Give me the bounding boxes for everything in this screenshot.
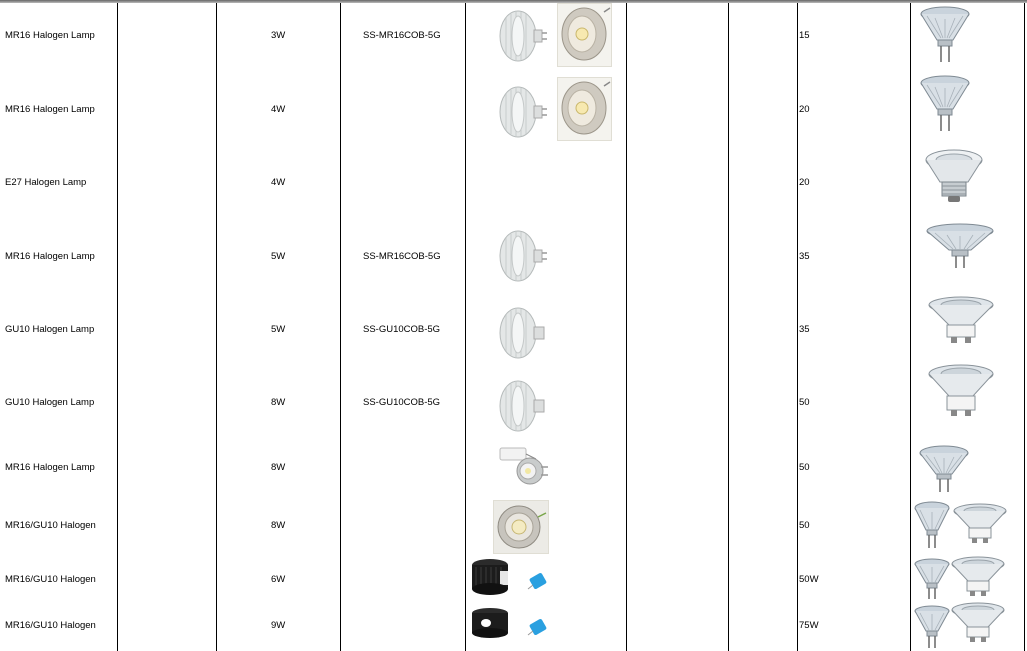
led-downlight-photo-icon [493, 500, 549, 554]
led-module-black-icon [470, 606, 512, 642]
halogen-power-cell: 20 [799, 177, 810, 188]
column-divider [465, 3, 466, 651]
led-power-cell: 8W [271, 397, 286, 408]
halogen-type-cell: MR16 Halogen Lamp [5, 30, 95, 41]
column-divider [910, 3, 911, 651]
model-cell: SS-GU10COB-5G [363, 324, 441, 335]
mr16-halogen-icon [919, 73, 971, 133]
halogen-type-cell: MR16/GU10 Halogen [5, 520, 96, 531]
led-power-cell: 3W [271, 30, 286, 41]
halogen-power-cell: 50 [799, 520, 810, 531]
blue-connector-icon [527, 571, 549, 591]
led-power-cell: 9W [271, 620, 286, 631]
led-spot-photo-icon [557, 77, 612, 141]
halogen-power-cell: 20 [799, 104, 810, 115]
halogen-power-cell: 15 [799, 30, 810, 41]
mr16-halogen-icon [913, 557, 951, 601]
halogen-power-cell: 50 [799, 462, 810, 473]
led-kit-driver-icon [496, 445, 552, 487]
led-power-cell: 8W [271, 462, 286, 473]
halogen-type-cell: MR16 Halogen Lamp [5, 251, 95, 262]
mr16-halogen-icon [913, 604, 951, 650]
mr16-halogen-icon [925, 222, 995, 270]
mr16-halogen-icon [919, 4, 971, 64]
led-spot-photo-icon [557, 3, 612, 67]
halogen-power-cell: 75W [799, 620, 819, 631]
model-cell: SS-GU10COB-5G [363, 397, 441, 408]
halogen-type-cell: MR16 Halogen Lamp [5, 462, 95, 473]
led-module-black-icon [470, 557, 512, 597]
halogen-power-cell: 35 [799, 324, 810, 335]
column-divider [797, 3, 798, 651]
mr16-halogen-icon [918, 444, 970, 494]
halogen-type-cell: MR16 Halogen Lamp [5, 104, 95, 115]
led-power-cell: 4W [271, 104, 286, 115]
column-divider [216, 3, 217, 651]
halogen-type-cell: GU10 Halogen Lamp [5, 397, 95, 408]
halogen-type-cell: MR16/GU10 Halogen [5, 574, 96, 585]
halogen-power-cell: 35 [799, 251, 810, 262]
led-power-cell: 4W [271, 177, 286, 188]
column-divider [1024, 3, 1025, 651]
e27-halogen-icon [924, 148, 984, 206]
column-divider [340, 3, 341, 651]
column-divider [626, 3, 627, 651]
halogen-type-cell: GU10 Halogen Lamp [5, 324, 95, 335]
halogen-power-cell: 50W [799, 574, 819, 585]
led-power-cell: 8W [271, 520, 286, 531]
halogen-type-cell: MR16/GU10 Halogen [5, 620, 96, 631]
gu10-halogen-icon [927, 295, 995, 347]
mr16-halogen-icon [913, 500, 951, 550]
halogen-power-cell: 50 [799, 397, 810, 408]
gu10-halogen-icon [950, 555, 1006, 599]
top-border [0, 0, 1027, 3]
led-spot-lamp-icon [498, 84, 548, 140]
column-divider [117, 3, 118, 651]
led-spot-lamp-icon [498, 378, 548, 434]
gu10-halogen-icon [927, 362, 995, 420]
halogen-type-cell: E27 Halogen Lamp [5, 177, 87, 188]
gu10-halogen-icon [952, 502, 1008, 546]
led-power-cell: 5W [271, 251, 286, 262]
model-cell: SS-MR16COB-5G [363, 30, 441, 41]
led-spot-lamp-icon [498, 228, 548, 284]
led-spot-lamp-icon [498, 305, 548, 361]
led-spot-lamp-icon [498, 8, 548, 64]
column-divider [728, 3, 729, 651]
model-cell: SS-MR16COB-5G [363, 251, 441, 262]
gu10-halogen-icon [950, 601, 1006, 645]
blue-connector-icon [527, 617, 549, 637]
led-power-cell: 5W [271, 324, 286, 335]
led-power-cell: 6W [271, 574, 286, 585]
